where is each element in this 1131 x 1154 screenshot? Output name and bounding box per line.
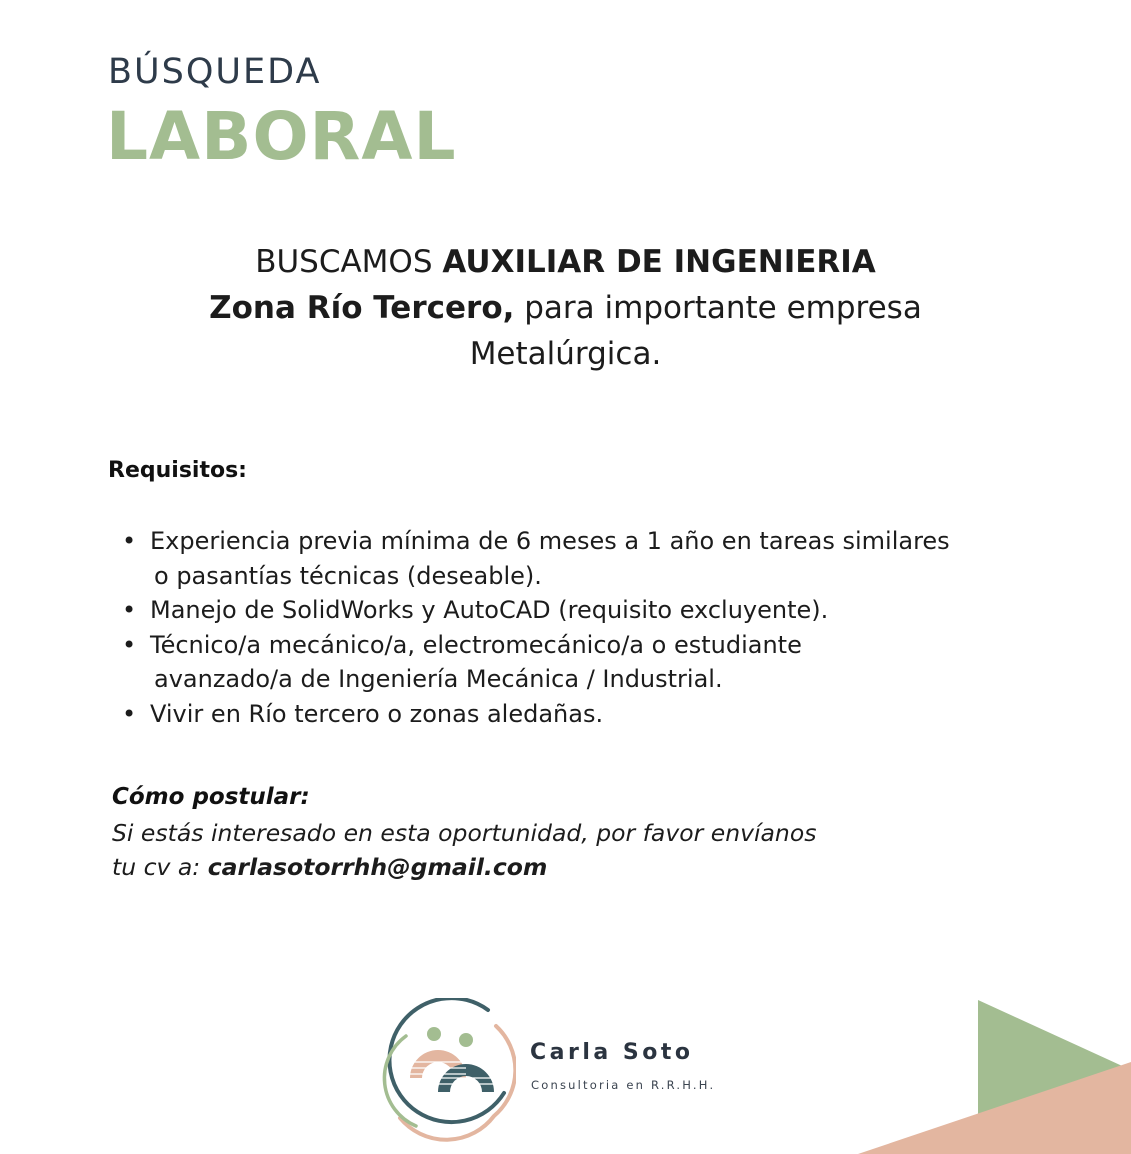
headline-line-1 <box>0 244 1131 280</box>
apply-email-link[interactable]: carlasotorrhh@gmail.com <box>207 853 548 881</box>
bullet-dot-icon: • <box>122 630 137 659</box>
requirements-title: Requisitos: <box>108 458 247 483</box>
brand-subtitle: Consultoria en R.R.H.H. <box>531 1078 716 1092</box>
apply-title-colon: : <box>300 784 310 810</box>
requirement-item <box>122 593 1082 628</box>
requirement-text-line-1: Manejo de SolidWorks y AutoCAD (requisito excluyente). <box>150 596 829 624</box>
headline-position: AUXILIAR DE INGENIERIA <box>442 244 876 280</box>
requirement-item <box>122 524 1082 593</box>
bullet-dot-icon: • <box>122 527 137 555</box>
header-subtitle: BÚSQUEDA <box>108 52 322 92</box>
requirements-list <box>122 524 1082 731</box>
two-people-arches-logo-icon <box>376 998 516 1143</box>
requirement-text-line-1: Vivir en Río tercero o zonas aledañas. <box>150 699 604 728</box>
headline-prefix: BUSCAMOS <box>255 244 433 280</box>
apply-prefix: tu cv a: <box>112 853 201 881</box>
headline-line-2 <box>0 290 1131 326</box>
headline-line-3: Metalúrgica. <box>469 336 662 372</box>
headline-zone-rest: para importante empresa <box>524 290 922 326</box>
bullet-dot-icon: • <box>122 699 137 728</box>
requirement-text-line-1: Técnico/a mecánico/a, electromecánico/a o estudiante <box>150 630 802 659</box>
apply-text-line-2 <box>112 850 816 884</box>
green-triangle-shape <box>978 1000 1131 1154</box>
peach-triangle-shape <box>858 1062 1131 1154</box>
apply-title <box>112 784 310 810</box>
apply-text <box>112 816 816 884</box>
requirement-item <box>122 628 1082 697</box>
apply-title-text: Cómo postular <box>112 784 301 810</box>
header-title: LABORAL <box>106 98 457 175</box>
brand-name: Carla Soto <box>530 1040 694 1065</box>
headline-zone: Zona Río Tercero, <box>209 290 515 326</box>
bullet-dot-icon: • <box>122 596 137 624</box>
requirement-text-line-1: Experiencia previa mínima de 6 meses a 1 año en tareas similares <box>150 527 950 555</box>
requirement-item <box>122 697 1082 732</box>
requirement-text-line-2: avanzado/a de Ingeniería Mecánica / Industrial. <box>154 665 723 693</box>
apply-text-line-1: Si estás interesado en esta oportunidad, por favor envíanos <box>112 819 817 847</box>
requirement-text-line-2: o pasantías técnicas (deseable). <box>154 561 542 590</box>
